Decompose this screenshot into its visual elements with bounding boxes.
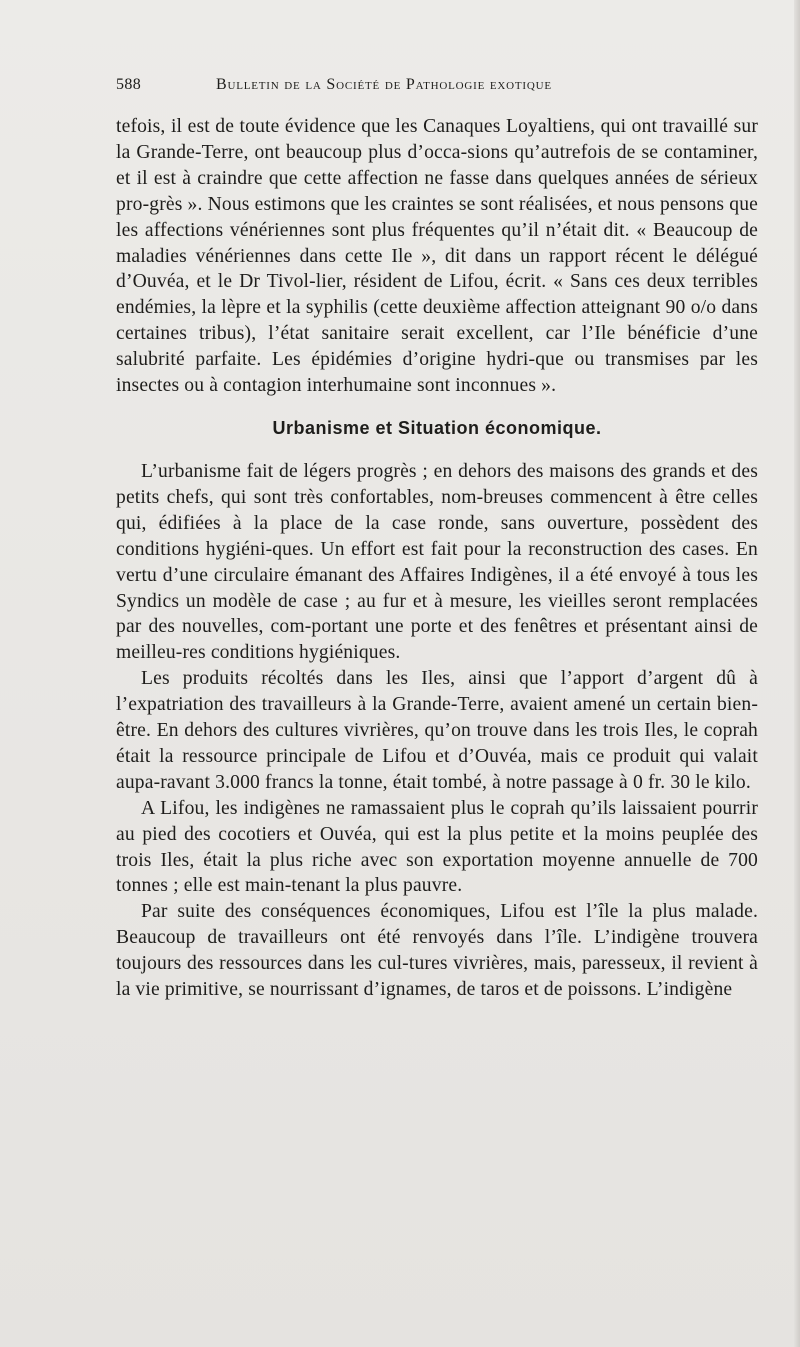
- page-number: 588: [116, 76, 142, 93]
- body-text: [116, 114, 758, 1003]
- paragraph-urbanisme: L’urbanisme fait de légers progrès ; en dehors des maisons des grands et des petits chefs, qui sont très confortables, nom-breuses commencent à être celles qui, édifiées à la place de la case ronde, sans ouverture, possèdent des conditions hygiéni-ques. Un effort est fait pour la reconstruction des cases. En vertu d’une circulaire émanant des Affaires Indigènes, il a été envoyé à tous les Syndics un modèle de case ; au fur et à mesure, les vieilles seront remplacées par des nouvelles, com-portant une porte et des fenêtres et présentant ainsi de meilleu-res conditions hygiéniques.: [116, 460, 758, 664]
- paragraph-continuation: tefois, il est de toute évidence que les Canaques Loyaltiens, qui ont travaillé sur la Grande-Terre, ont beaucoup plus d’occa-sions qu’autrefois de se contaminer, et il est à craindre que cette affection ne fasse dans quelques années de sérieux pro-grès ». Nous estimons que les craintes se sont réalisées, et nous pensons que les affections vénériennes sont plus fréquentes qu’il n’était dit. « Beaucoup de maladies vénériennes dans cette Ile », dit dans un rapport récent le délégué d’Ouvéa, et le Dr Tivol-lier, résident de Lifou, écrit. « Sans ces deux terribles endémies, la lèpre et la syphilis (cette deuxième affection atteignant 90 o/o dans certaines tribus), l’état sanitaire serait excellent, car l’Ile bénéficie d’une salubrité parfaite. Les épidémies d’origine hydri-que ou transmises par les insectes ou à contagion interhumaine sont inconnues ».: [116, 116, 758, 397]
- page-edge: [794, 0, 800, 1347]
- section-heading: Urbanisme et Situation économique.: [272, 417, 602, 438]
- journal-title: Bulletin de la Société de Pathologie exotique: [216, 76, 552, 93]
- paragraph-produits: Les produits récoltés dans les Iles, ainsi que l’apport d’argent dû à l’expatriation des travailleurs à la Grande-Terre, avaient amené un certain bien-être. En dehors des cultures vivrières, qu’on trouve dans les trois Iles, le coprah était la ressource principale de Lifou et d’Ouvéa, mais ce produit qui valait aupa-ravant 3.000 francs la tonne, était tombé, à notre passage à 0 fr. 30 le kilo.: [116, 668, 758, 793]
- running-head: [116, 76, 756, 100]
- paragraph-lifou: A Lifou, les indigènes ne ramassaient plus le coprah qu’ils laissaient pourrir au pied des cocotiers et Ouvéa, qui est la plus petite et la moins peuplée des trois Iles, était la plus riche avec son exportation moyenne annuelle de 700 tonnes ; elle est main-tenant la plus pauvre.: [116, 797, 758, 897]
- paragraph-consequences: Par suite des conséquences économiques, Lifou est l’île la plus malade. Beaucoup de travailleurs ont été renvoyés dans l’île. L’indigène trouvera toujours des ressources dans les cul-tures vivrières, mais, paresseux, il revient à la vie primitive, se nourrissant d’ignames, de taros et de poissons. L’indigène: [116, 901, 758, 1001]
